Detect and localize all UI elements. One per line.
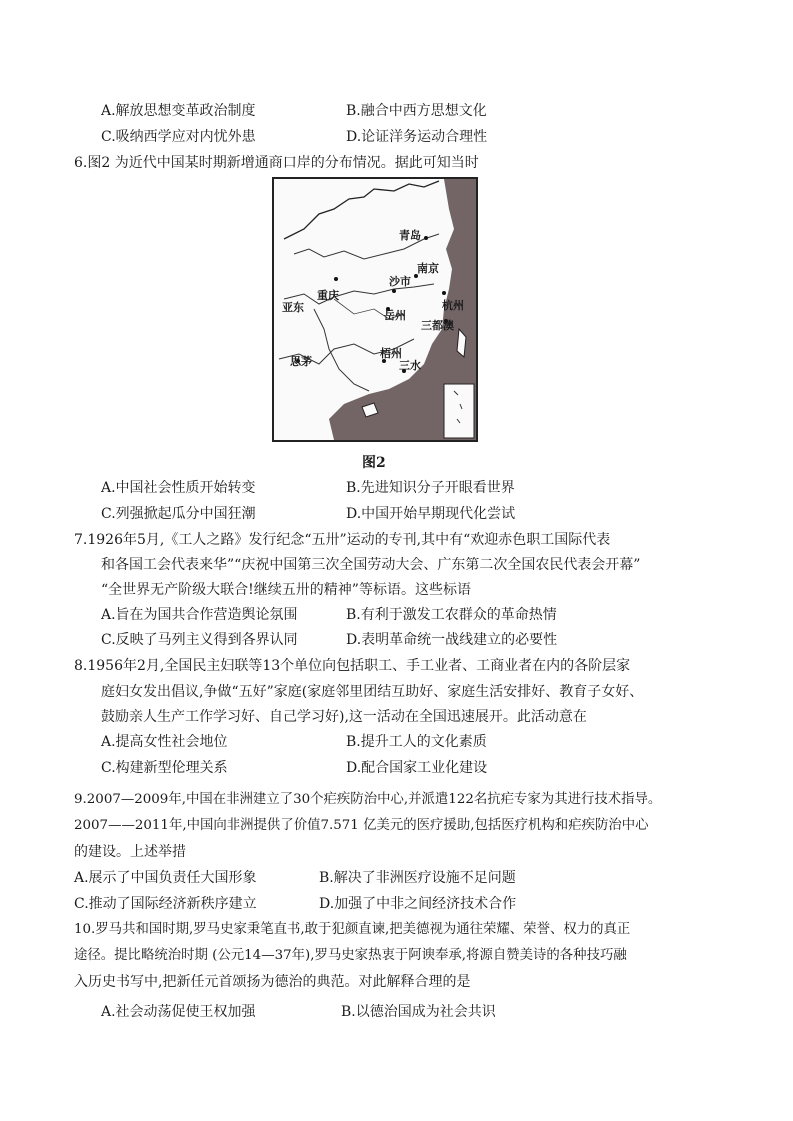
q8-option-c: C.构建新型伦理关系 bbox=[101, 760, 228, 776]
city-nanjing: 南京 bbox=[417, 262, 439, 275]
q7-option-b: B.有利于激发工农群众的革命热情 bbox=[346, 607, 557, 623]
q9-stem-line-2: 2007——2011年,中国向非洲提供了价值7.571 亿美元的医疗援助,包括医疗机构和疟疾防治中心 bbox=[74, 818, 649, 833]
q5-option-d: D.论证洋务运动合理性 bbox=[346, 129, 488, 145]
q10-option-a: A.社会动荡促使王权加强 bbox=[101, 1004, 256, 1020]
q5-option-b: B.融合中西方思想文化 bbox=[346, 103, 487, 119]
q9-stem-line-3: 的建设。上述举措 bbox=[74, 844, 186, 860]
q7-option-c: C.反映了马列主义得到各界认同 bbox=[101, 632, 298, 648]
figure-2-caption: 图2 bbox=[362, 455, 386, 471]
q10-option-b: B.以德治国成为社会共识 bbox=[341, 1004, 496, 1020]
q9-option-a: A.展示了中国负责任大国形象 bbox=[74, 870, 257, 886]
city-hangzhou: 杭州 bbox=[442, 299, 464, 312]
city-simao: 思茅 bbox=[290, 355, 312, 368]
q7-stem-line-1: 7.1926年5月,《工人之路》发行纪念“五卅”运动的专刊,其中有“欢迎赤色职工国际代表 bbox=[74, 532, 611, 548]
q8-stem-line-1: 8.1956年2月,全国民主妇联等13个单位向包括职工、手工业者、工商业者在内的各阶层家 bbox=[74, 658, 631, 674]
q8-option-a: A.提高女性社会地位 bbox=[101, 734, 228, 750]
q6-stem: 6.图2 为近代中国某时期新增通商口岸的分布情况。据此可知当时 bbox=[74, 155, 479, 171]
q8-stem-line-3: 鼓励亲人生产工作学习好、自己学习好),这一活动在全国迅速展开。此活动意在 bbox=[101, 709, 587, 725]
q9-option-d: D.加强了中非之间经济技术合作 bbox=[319, 896, 517, 912]
city-shashi: 沙市 bbox=[389, 275, 411, 288]
q6-option-b: B.先进知识分子开眼看世界 bbox=[346, 480, 515, 496]
city-qingdao: 青岛 bbox=[399, 229, 421, 242]
q9-option-c: C.推动了国际经济新秩序建立 bbox=[74, 896, 257, 912]
q9-stem-line-1: 9.2007—2009年,中国在非洲建立了30个疟疾防治中心,并派遣122名抗疟专家为其进行技术指导。 bbox=[74, 792, 662, 807]
q8-stem-line-2: 庭妇女发出倡议,争做“五好”家庭(家庭邻里团结互助好、家庭生活安排好、教育子女好、 bbox=[101, 684, 644, 700]
q8-option-b: B.提升工人的文化素质 bbox=[346, 734, 487, 750]
q6-option-c: C.列强掀起瓜分中国狂潮 bbox=[101, 506, 256, 522]
q5-option-c: C.吸纳西学应对内忧外患 bbox=[101, 129, 256, 145]
city-chongqing: 重庆 bbox=[317, 289, 339, 302]
city-sanduao: 三都澳 bbox=[421, 319, 454, 332]
q10-stem-line-3: 入历史书写中,把新任元首颂扬为德治的典范。对此解释合理的是 bbox=[74, 974, 471, 990]
q9-option-b: B.解决了非洲医疗设施不足问题 bbox=[319, 870, 516, 886]
q7-stem-line-2: 和各国工会代表来华”“庆祝中国第三次全国劳动大会、广东第二次全国农民代表会开幕” bbox=[101, 557, 641, 573]
q6-option-a: A.中国社会性质开始转变 bbox=[101, 480, 256, 496]
city-wuzhou: 梧州 bbox=[380, 347, 402, 360]
figure-2-map bbox=[272, 177, 478, 442]
q6-option-d: D.中国开始早期现代化尝试 bbox=[346, 506, 516, 522]
q8-option-d: D.配合国家工业化建设 bbox=[346, 760, 488, 776]
q10-stem-line-2: 途径。提比略统治时期 (公元14—37年),罗马史家热衷于阿谀奉承,将源自赞美诗的各种技巧融 bbox=[74, 948, 627, 963]
q7-stem-line-3: “全世界无产阶级大联合!继续五卅的精神”等标语。这些标语 bbox=[101, 582, 471, 598]
city-yuezhou: 岳州 bbox=[384, 309, 406, 322]
q10-stem-line-1: 10.罗马共和国时期,罗马史家秉笔直书,敢于犯颜直谏,把美德视为通往荣耀、荣誉、权力的真正 bbox=[74, 922, 631, 937]
city-yadong: 亚东 bbox=[282, 301, 304, 314]
q7-option-d: D.表明革命统一战线建立的必要性 bbox=[346, 632, 558, 648]
city-sanshui: 三水 bbox=[399, 359, 421, 372]
q5-option-a: A.解放思想变革政治制度 bbox=[101, 103, 256, 119]
q7-option-a: A.旨在为国共合作营造舆论氛围 bbox=[101, 607, 298, 623]
